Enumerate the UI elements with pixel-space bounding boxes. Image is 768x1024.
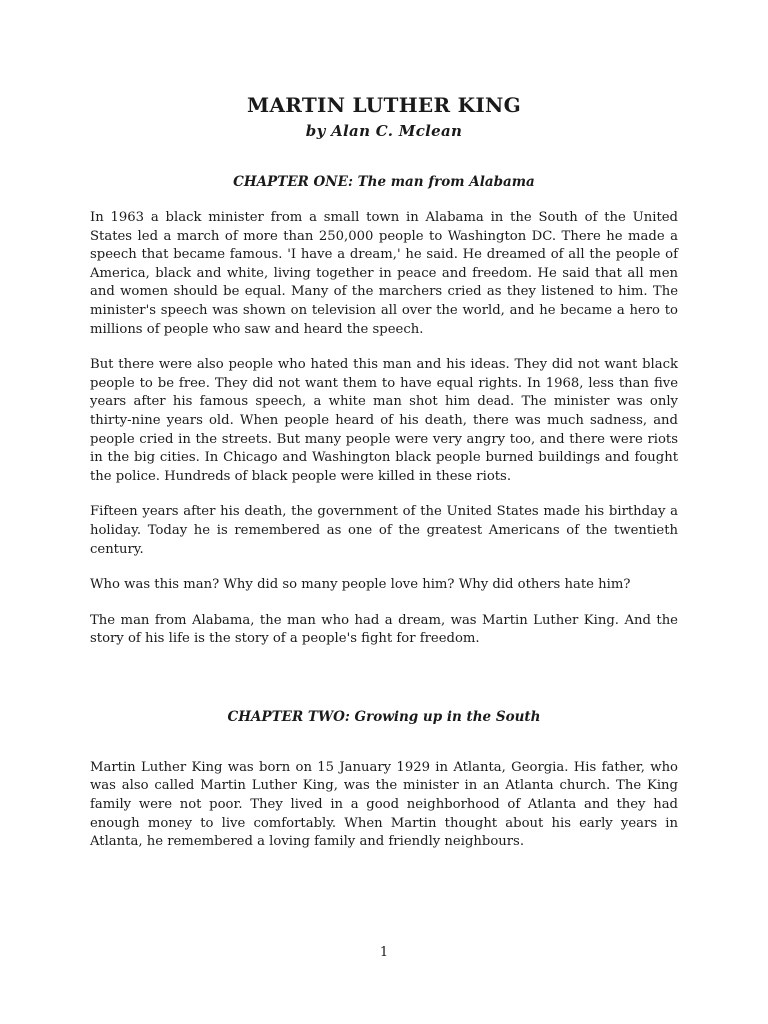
chapter-one-paragraph-5: The man from Alabama, the man who had a dream, was Martin Luther King. And the story of his life is the story of a people's fight for freedom.: [90, 612, 678, 647]
chapter-one-paragraph-4: Who was this man? Why did so many people love him? Why did others hate him?: [90, 577, 631, 593]
chapter-two: [90, 707, 678, 852]
chapter-one: [90, 172, 678, 649]
document-page: [90, 92, 678, 852]
chapter-two-heading: CHAPTER TWO: Growing up in the South: [227, 708, 541, 725]
chapter-one-heading: CHAPTER ONE: The man from Alabama: [233, 174, 535, 190]
author-byline: by Alan C. Mclean: [305, 122, 463, 140]
page-number: 1: [379, 945, 389, 960]
chapter-one-paragraph-3: Fifteen years after his death, the government of the United States made his birthday a holiday. Today he is remembered as one of the greatest Americans of the twentieth century.: [90, 504, 678, 557]
document-title: MARTIN LUTHER KING: [247, 93, 521, 117]
chapter-two-paragraph-1: Martin Luther King was born on 15 January 1929 in Atlanta, Georgia. His father, who was also called Martin Luther King, was the minister in an Atlanta church. The King family were not poor. They lived in a good neighborhood of Atlanta and they had enough money to live comfortably. When Martin thought about his early years in Atlanta, he remembered a loving family and friendly neighbours.: [90, 759, 678, 850]
chapter-one-paragraph-1: In 1963 a black minister from a small town in Alabama in the South of the United States led a march of more than 250,000 people to Washington DC. There he made a speech that became famous. 'I have a dream,' he said. He dreamed of all the people of America, black and white, living together in peace and freedom. He said that all men and women should be equal. Many of the marchers cried as they listened to him. The minister's speech was shown on television all over the world, and he became a hero to millions of people who saw and heard the speech.: [90, 210, 678, 337]
chapter-one-paragraph-2: But there were also people who hated this man and his ideas. They did not want black people to be free. They did not want them to have equal rights. In 1968, less than five years after his famous speech, a white man shot him dead. The minister was only thirty-nine years old. When people heard of his death, there was much sadness, and people cried in the streets. But many people were very angry too, and there were riots in the big cities. In Chicago and Washington black people burned buildings and fought the police. Hundreds of black people were killed in these riots.: [90, 357, 678, 484]
